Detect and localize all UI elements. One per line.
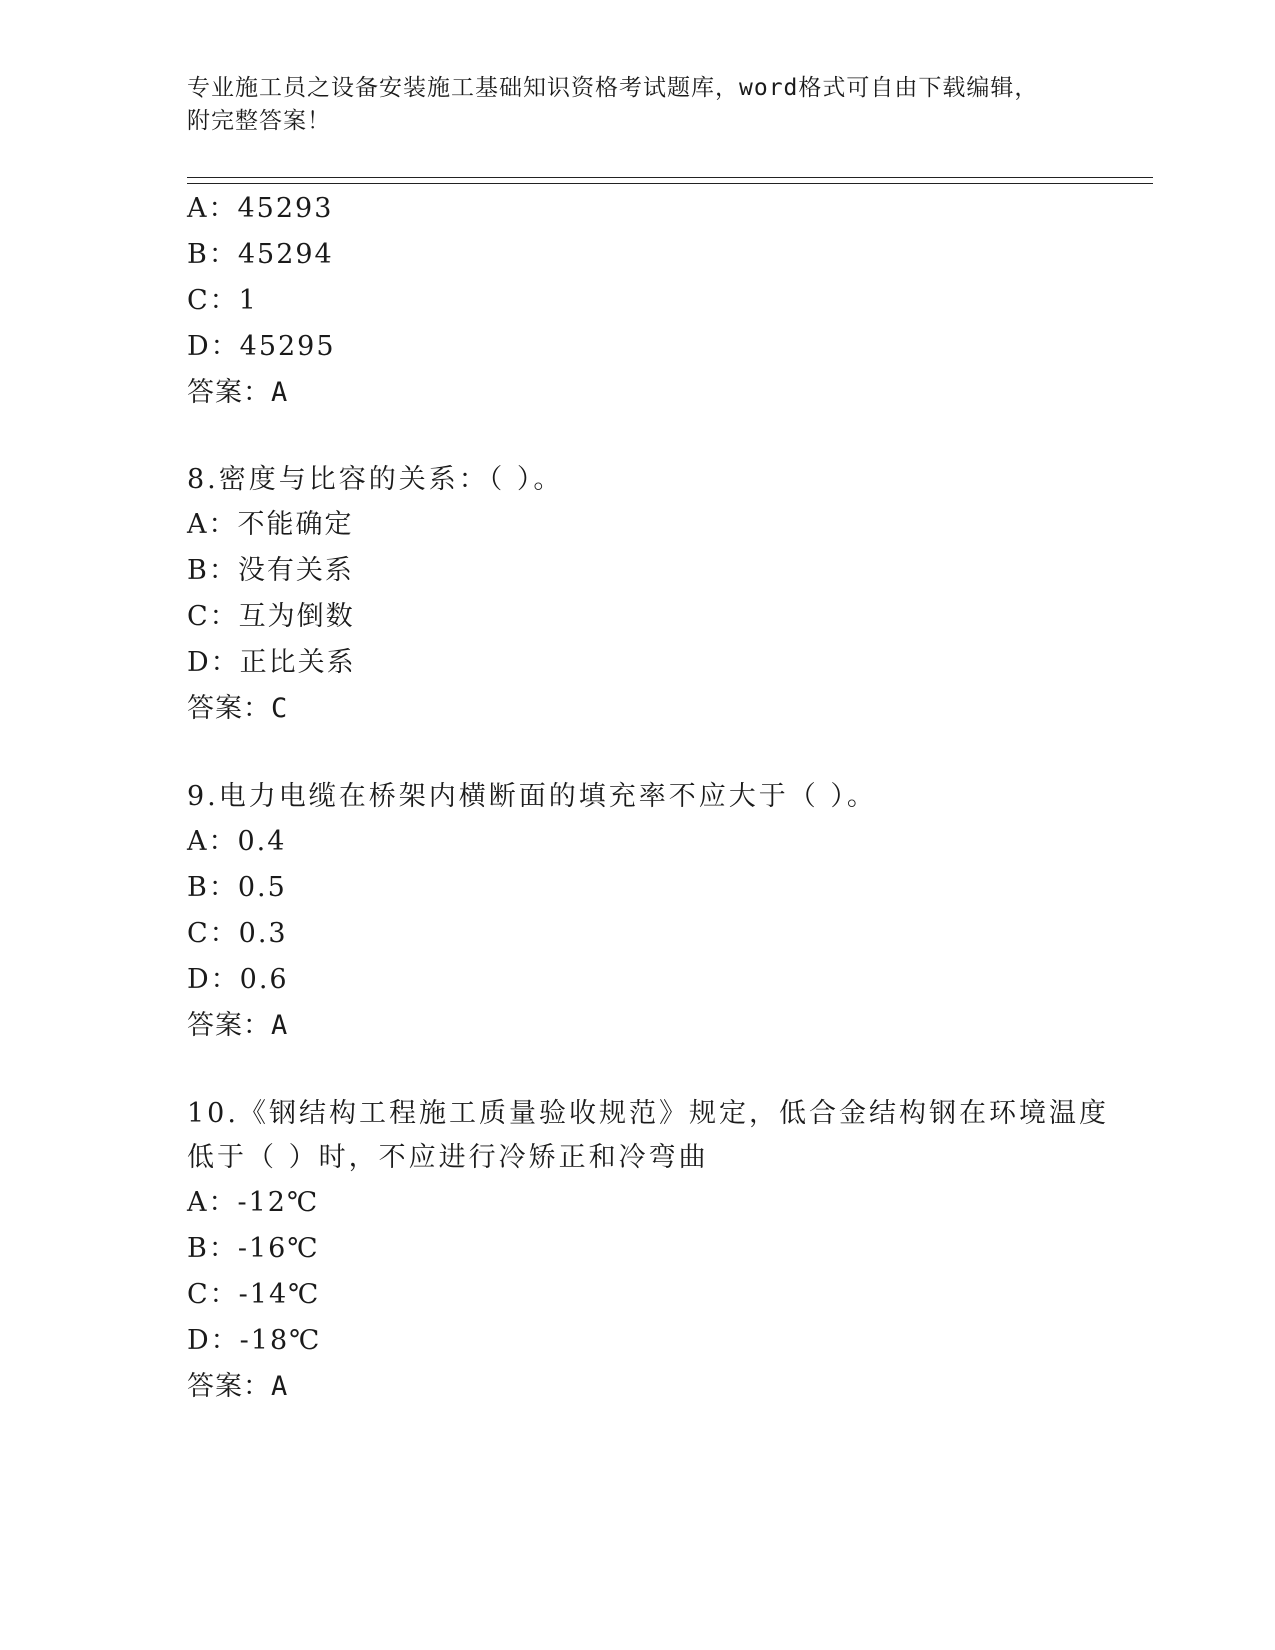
option-c: C：互为倒数 xyxy=(187,601,355,632)
question-9 xyxy=(187,775,1107,1049)
header-divider-top xyxy=(187,177,1153,178)
question-text: 8.密度与比容的关系：（ ）。 xyxy=(187,464,564,495)
header-line-1: 专业施工员之设备安装施工基础知识资格考试题库，word格式可自由下载编辑， xyxy=(187,75,1039,101)
question-7 xyxy=(187,186,1107,416)
answer-value: A xyxy=(271,1371,289,1402)
option-b: B：45294 xyxy=(187,239,334,270)
document-header xyxy=(187,72,1087,138)
answer-line xyxy=(187,686,1107,732)
answer-label: 答案： xyxy=(187,1371,271,1402)
option-b: B：0.5 xyxy=(187,872,287,903)
option-d: D：45295 xyxy=(187,331,336,362)
option-b: B：-16℃ xyxy=(187,1233,320,1264)
option-a: A：不能确定 xyxy=(187,509,354,540)
header-line-2: 附完整答案！ xyxy=(187,108,331,134)
question-10 xyxy=(187,1092,1107,1410)
answer-line xyxy=(187,1003,1107,1049)
answer-label: 答案： xyxy=(187,693,271,724)
option-a: A：0.4 xyxy=(187,826,287,857)
answer-label: 答案： xyxy=(187,377,271,408)
question-text: 9.电力电缆在桥架内横断面的填充率不应大于（ ）。 xyxy=(187,781,877,812)
option-d: D：-18℃ xyxy=(187,1325,322,1356)
option-c: C：0.3 xyxy=(187,918,288,949)
answer-label: 答案： xyxy=(187,1010,271,1041)
header-divider-bottom xyxy=(187,183,1153,184)
answer-value: A xyxy=(271,377,289,408)
question-text-line-2: 低于（ ）时，不应进行冷矫正和冷弯曲 xyxy=(187,1142,709,1173)
answer-value: C xyxy=(271,693,289,724)
option-a: A：45293 xyxy=(187,193,334,224)
option-d: D：0.6 xyxy=(187,964,289,995)
answer-value: A xyxy=(271,1010,289,1041)
question-text-line-1: 10.《钢结构工程施工质量验收规范》规定，低合金结构钢在环境温度 xyxy=(187,1098,1109,1129)
option-d: D：正比关系 xyxy=(187,647,356,678)
answer-line xyxy=(187,370,1107,416)
option-a: A：-12℃ xyxy=(187,1187,320,1218)
answer-line xyxy=(187,1364,1107,1410)
question-8 xyxy=(187,458,1107,732)
option-b: B：没有关系 xyxy=(187,555,354,586)
option-c: C：1 xyxy=(187,285,258,316)
option-c: C：-14℃ xyxy=(187,1279,321,1310)
